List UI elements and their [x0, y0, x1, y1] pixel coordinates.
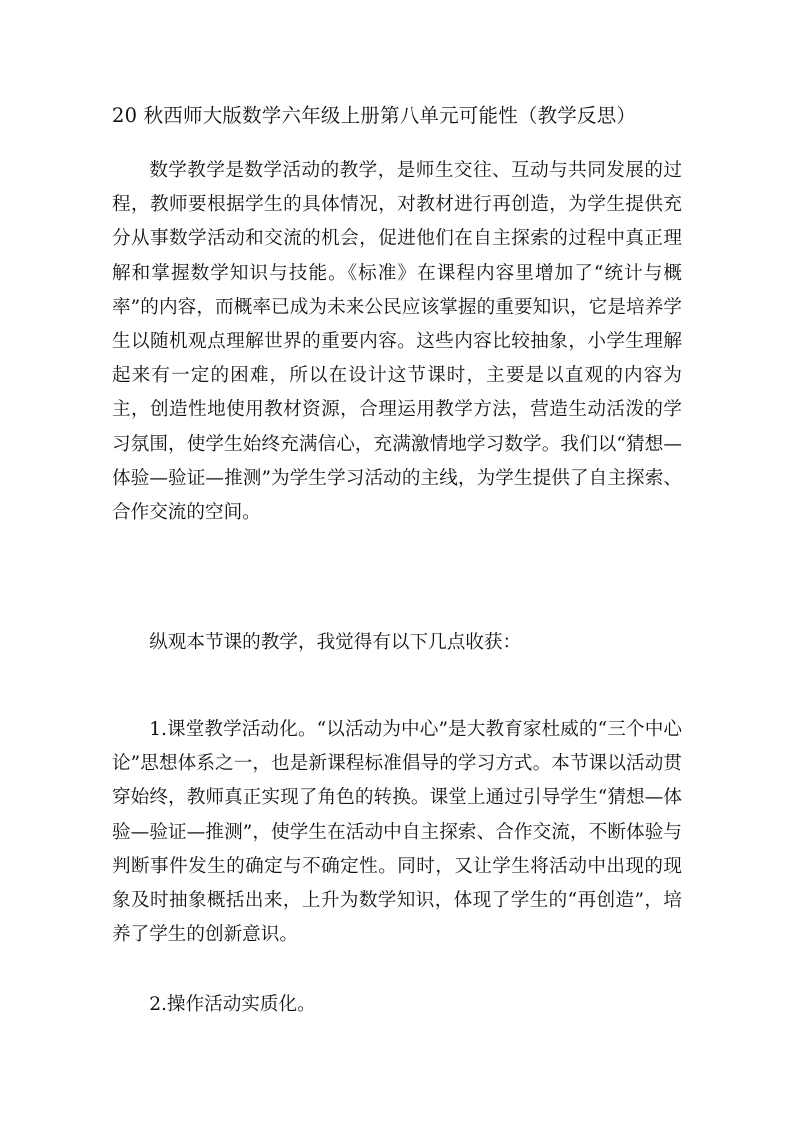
paragraph-point-1: 1.课堂教学活动化。“以活动为中心”是大教育家杜威的“三个中心论”思想体系之一，也是新课程标准倡导的学习方式。本节课以活动贯穿始终，教师真正实现了角色的转换。课堂上通过引导学生“猜想—体验—验证—推测”，使学生在活动中自主探索、合作交流，不断体验与判断事件发生的确定与不确定性。同时，又让学生将活动中出现的现象及时抽象概括出来，上升为数学知识，体现了学生的“再创造”，培养了学生的创新意识。 — [112, 719, 682, 946]
paragraph-intro: 数学教学是数学活动的教学，是师生交往、互动与共同发展的过程，教师要根据学生的具体情况，对教材进行再创造，为学生提供充分从事数学活动和交流的机会，促进他们在自主探索的过程中真正理解和掌握数学知识与技能。《标准》在课程内容里增加了“统计与概率”的内容，而概率已成为未来公民应该掌握的重要知识，它是培养学生以随机观点理解世界的重要内容。这些内容比较抽象，小学生理解起来有一定的困难，所以在设计这节课时，主要是以直观的内容为主，创造性地使用教材资源，合理运用教学方法，营造生动活泼的学习氛围，使学生始终充满信心，充满激情地学习数学。我们以“猜想—体验—验证—推测”为学生学习活动的主线，为学生提供了自主探索、合作交流的空间。 — [112, 160, 682, 524]
document-title: 20 秋西师大版数学六年级上册第八单元可能性（教学反思） — [112, 104, 637, 127]
paragraph-point-2: 2.操作活动实质化。 — [149, 994, 316, 1015]
paragraph-summary: 纵观本节课的教学，我觉得有以下几点收获： — [149, 632, 522, 653]
